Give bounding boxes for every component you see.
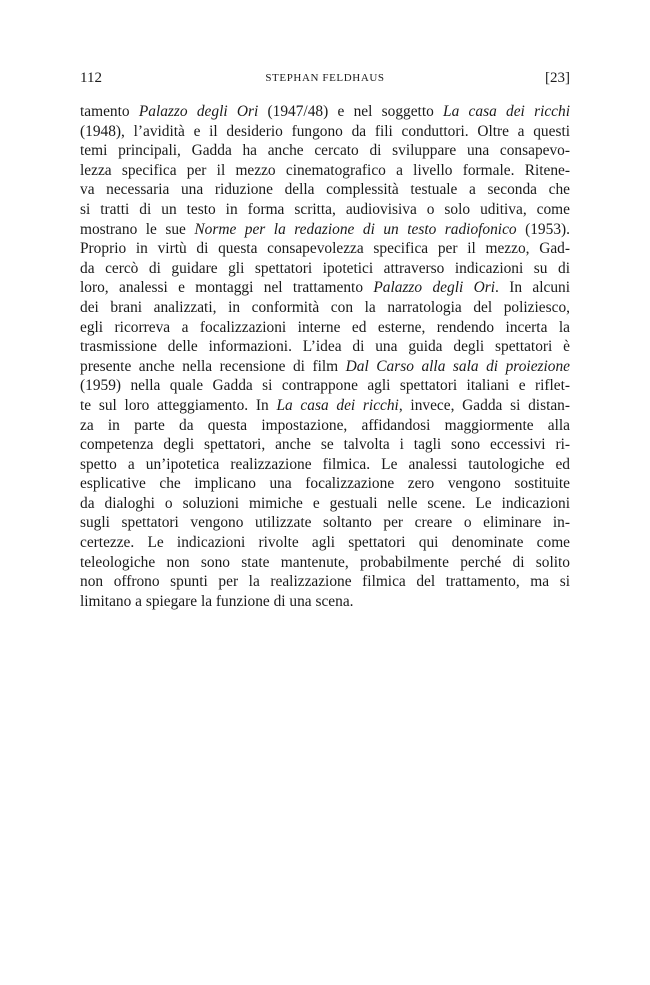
- text-run: teleologiche non sono state mantenute, probabilmente perché di solito: [80, 553, 570, 571]
- text-run: (1947/48) e nel soggetto: [258, 103, 444, 120]
- text-line: [80, 298, 570, 318]
- text-line: [80, 455, 570, 475]
- text-line: [80, 572, 570, 592]
- text-run: trasmissione delle informazioni. L’idea di una guida degli spettatori è: [80, 338, 570, 356]
- text-run: presente anche nella recensione di film: [80, 357, 346, 375]
- body-paragraph: [80, 102, 570, 611]
- text-line: [80, 357, 570, 377]
- text-run: dei brani analizzati, in conformità con la narratologia del poliziesco,: [80, 298, 570, 316]
- italic-title: Palazzo degli Ori: [138, 103, 259, 120]
- text-run: loro, analessi e montaggi nel trattamento: [80, 279, 374, 297]
- text-run: sugli spettatori vengono utilizzate soltanto per creare o eliminare in-: [80, 514, 570, 532]
- text-line: [80, 553, 570, 573]
- page: [80, 70, 570, 611]
- text-run: tamento: [80, 103, 139, 120]
- text-run: za in parte da questa impostazione, affidandosi maggiormente alla: [80, 416, 570, 434]
- text-line: [80, 474, 570, 494]
- text-line: [80, 220, 570, 240]
- text-run: esplicative che implicano una focalizzazione zero vengono sostituite: [80, 475, 570, 493]
- text-line: [80, 318, 570, 338]
- text-run: egli ricorreva a focalizzazioni interne ed esterne, rendendo incerta la: [80, 318, 570, 336]
- italic-title: Norme per la redazione di un testo radiofonico: [194, 220, 517, 238]
- text-run: da dialoghi o soluzioni mimiche e gestuali nelle scene. Le indicazioni: [80, 494, 570, 512]
- text-line: [80, 376, 570, 396]
- italic-title: La casa dei ricchi: [276, 396, 399, 414]
- text-line: [80, 533, 570, 553]
- text-line: [80, 122, 570, 142]
- text-line: [80, 239, 570, 259]
- text-run: competenza degli spettatori, anche se talvolta i tagli sono eccessivi ri-: [80, 436, 570, 454]
- text-run: non offrono spunti per la realizzazione filmica del trattamento, ma si: [80, 573, 570, 591]
- text-run: (1959) nella quale Gadda si contrappone agli spettatori italiani e riflet-: [80, 377, 570, 395]
- text-run: limitano a spiegare la funzione di una scena.: [80, 592, 354, 610]
- text-line: [80, 337, 570, 357]
- text-line: [80, 416, 570, 436]
- text-line: [80, 161, 570, 181]
- text-run: si tratti di un testo in forma scritta, audiovisiva o solo uditiva, come: [80, 200, 570, 218]
- text-line: [80, 396, 570, 416]
- text-run: te sul loro atteggiamento. In: [80, 396, 277, 414]
- text-line: [80, 435, 570, 455]
- italic-title: La casa dei ricchi: [443, 103, 570, 120]
- text-line: [80, 200, 570, 220]
- text-run: lezza specifica per il mezzo cinematografico a livello formale. Ritene-: [80, 161, 570, 179]
- text-run: spetto a un’ipotetica realizzazione filmica. Le analessi tautologiche ed: [80, 455, 570, 473]
- italic-title: Palazzo degli Ori: [373, 279, 495, 297]
- text-run: mostrano le sue: [80, 220, 195, 238]
- text-run: . In alcuni: [495, 279, 570, 297]
- text-line: [80, 513, 570, 533]
- text-line: [80, 259, 570, 279]
- text-line: [80, 180, 570, 200]
- text-line: [80, 494, 570, 514]
- running-head: [80, 70, 570, 92]
- text-run: da cercò di guidare gli spettatori ipotetici attraverso indicazioni su di: [80, 259, 570, 277]
- text-run: Proprio in virtù di questa consapevolezza specifica per il mezzo, Gad-: [80, 240, 570, 258]
- text-line: [80, 278, 570, 298]
- page-number: 112: [80, 70, 102, 86]
- text-line: [80, 102, 570, 122]
- text-run: certezze. Le indicazioni rivolte agli spettatori qui denominate come: [80, 534, 570, 552]
- text-run: va necessaria una riduzione della complessità testuale a seconda che: [80, 181, 570, 199]
- text-run: (1953).: [516, 220, 570, 238]
- text-run: (1948), l’avidità e il desiderio fungono da fili conduttori. Oltre a questi: [80, 122, 570, 140]
- text-run: temi principali, Gadda ha anche cercato di sviluppare una consapevo-: [80, 142, 570, 160]
- section-reference: [23]: [545, 70, 570, 86]
- italic-title: Dal Carso alla sala di proiezione: [345, 357, 571, 375]
- text-line: [80, 141, 570, 161]
- text-line: [80, 592, 570, 612]
- running-head-author: STEPHAN FELDHAUS: [265, 72, 385, 84]
- text-run: , invece, Gadda si distan-: [398, 396, 570, 414]
